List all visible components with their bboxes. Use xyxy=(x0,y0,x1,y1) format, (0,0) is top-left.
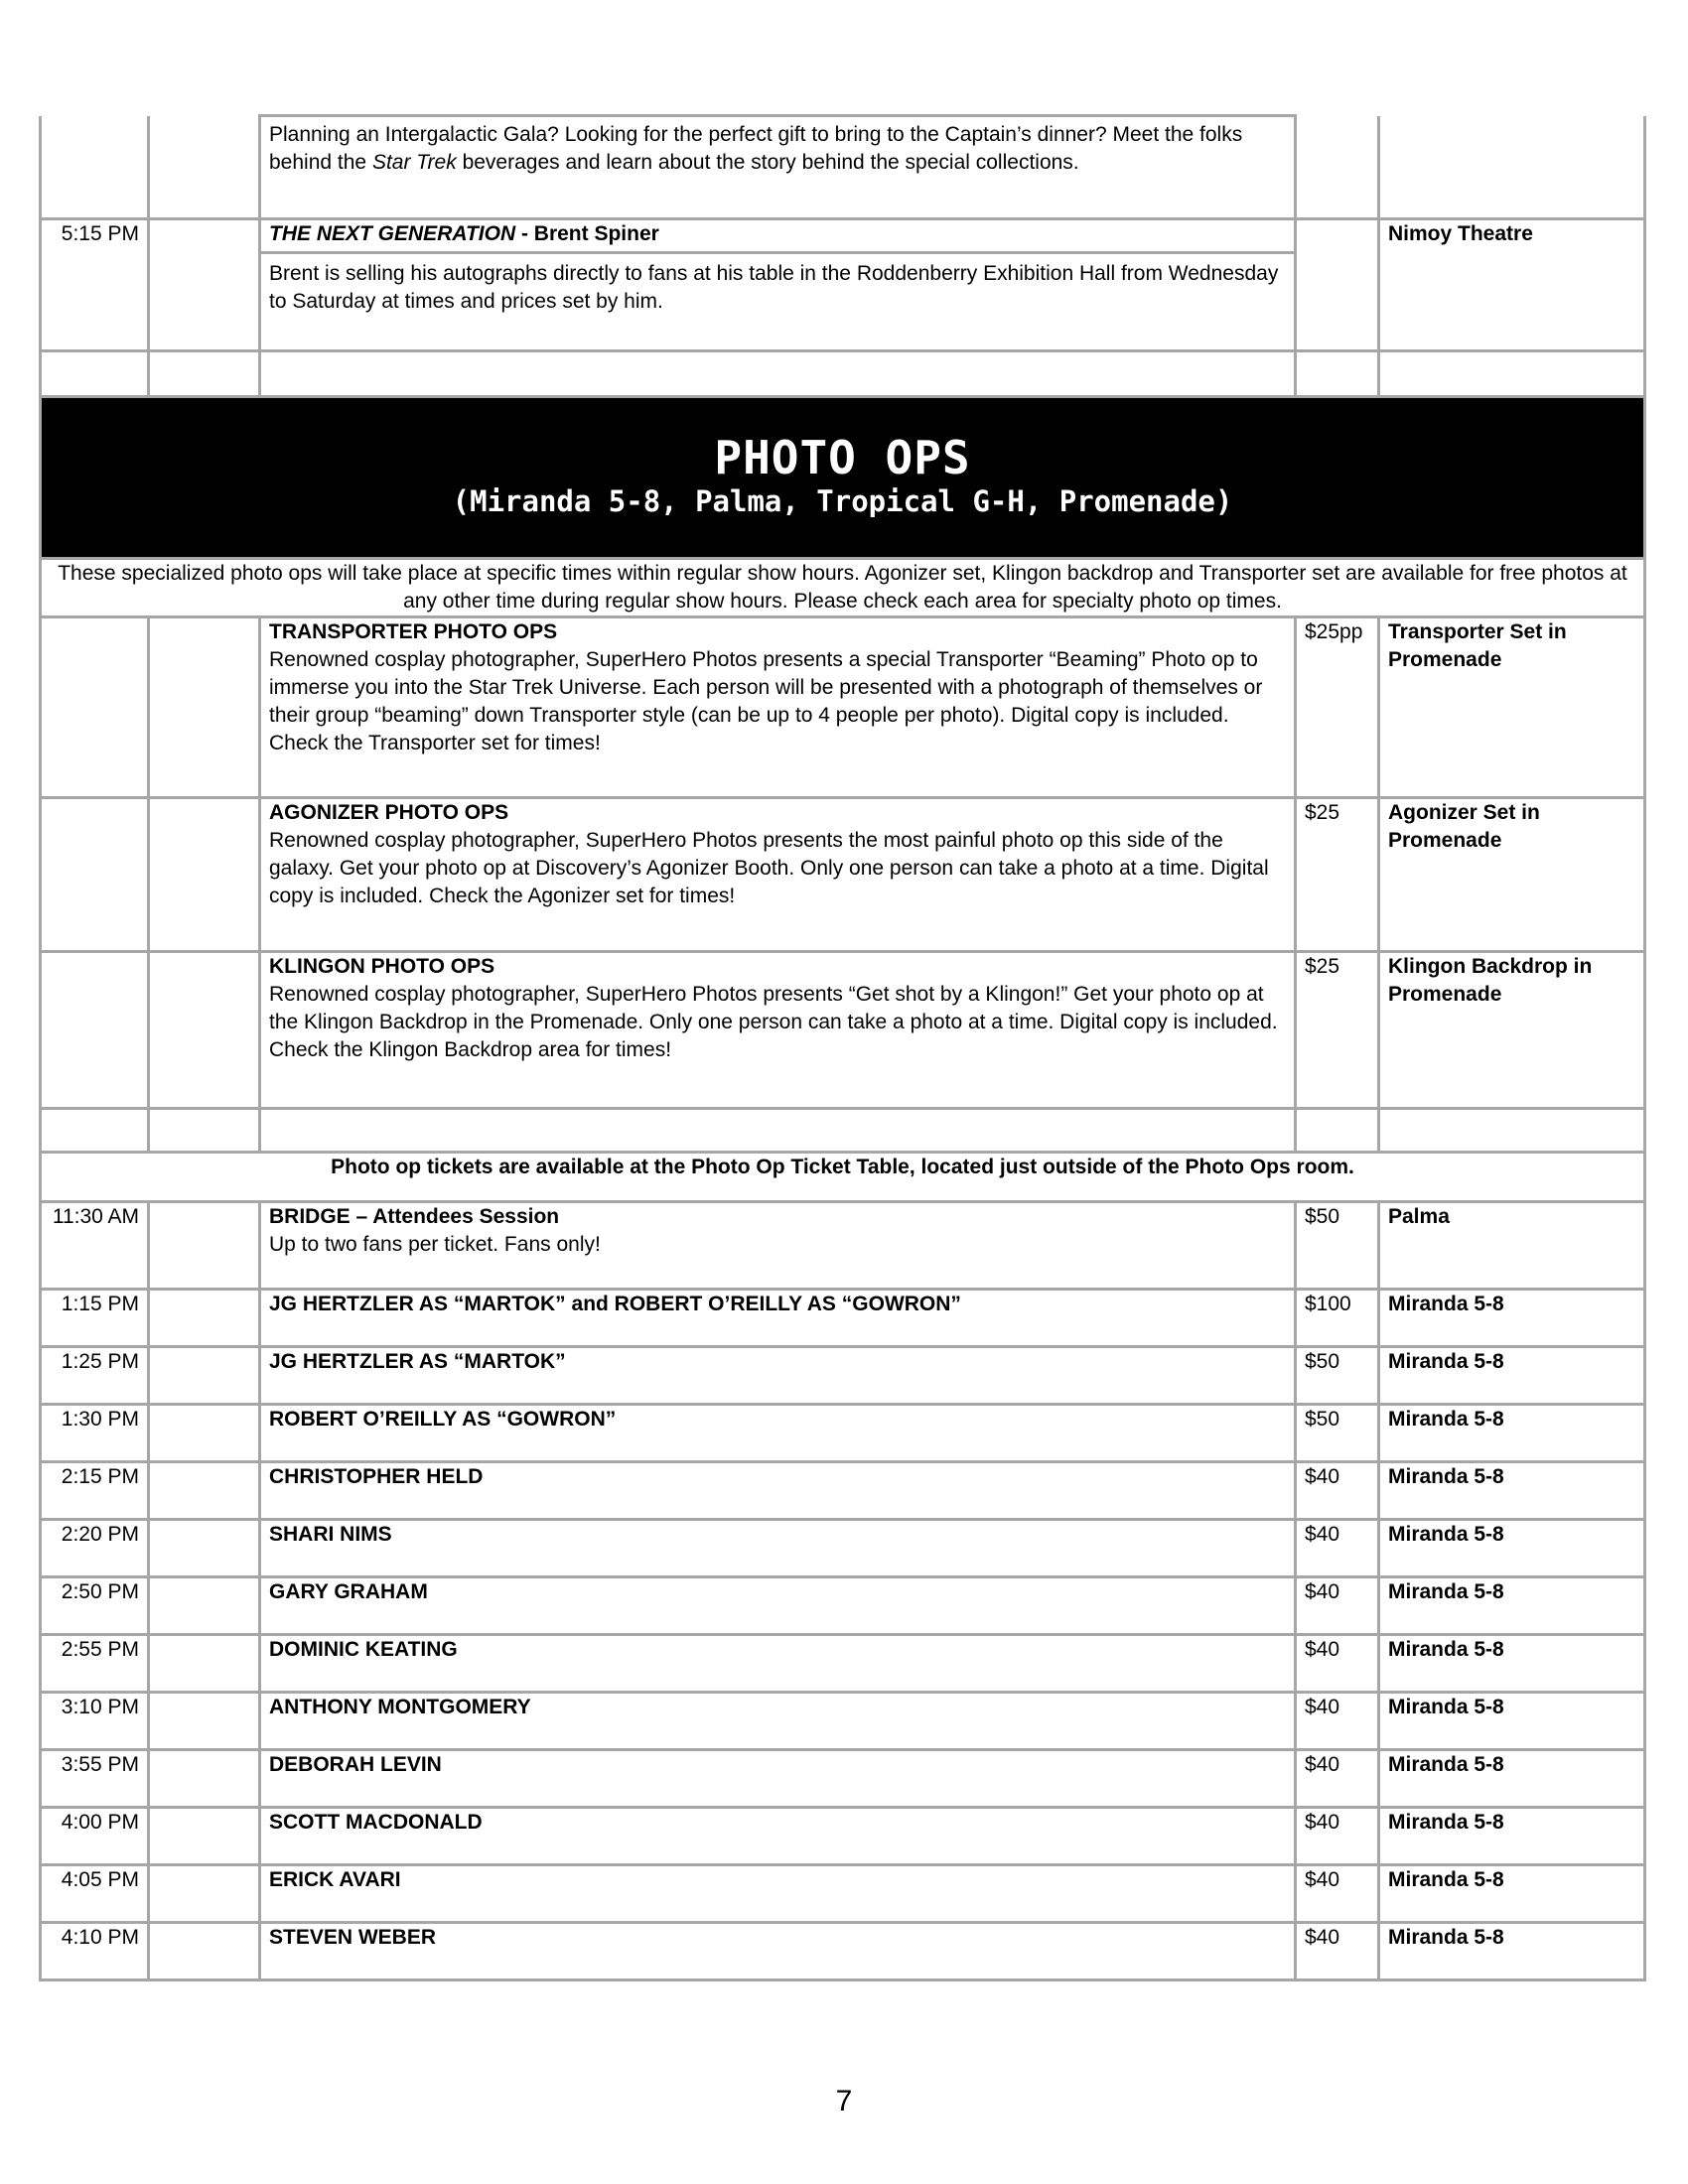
time-cell xyxy=(41,798,149,952)
description-cell xyxy=(260,1202,1296,1290)
session-location: Miranda 5-8 xyxy=(1379,1290,1645,1347)
session-title: ANTHONY MONTGOMERY xyxy=(260,1693,1296,1750)
session-price: $50 xyxy=(1296,1347,1379,1405)
session-time: 5:15 PM xyxy=(41,219,149,351)
photo-ops-banner-row xyxy=(41,397,1645,559)
session-location: Miranda 5-8 xyxy=(1379,1577,1645,1635)
session-location: Transporter Set in Promenade xyxy=(1379,617,1645,798)
session-location: Miranda 5-8 xyxy=(1379,1520,1645,1577)
specialty-title: AGONIZER PHOTO OPS xyxy=(269,801,509,824)
beverages-desc-2: beverages and learn about the story behind the special collections. xyxy=(456,151,1079,174)
blank-cell xyxy=(149,1109,260,1153)
blank-cell xyxy=(41,1109,149,1153)
blank-cell xyxy=(149,116,260,219)
description-cell xyxy=(260,952,1296,1109)
session-row xyxy=(41,1750,1645,1808)
session-title: CHRISTOPHER HELD xyxy=(260,1462,1296,1520)
price-cell xyxy=(1296,116,1379,219)
session-price: $40 xyxy=(1296,1462,1379,1520)
session-row xyxy=(41,1635,1645,1693)
session-location: Palma xyxy=(1379,1202,1645,1290)
session-time: 4:10 PM xyxy=(41,1923,149,1980)
session-row xyxy=(41,1808,1645,1865)
session-time: 11:30 AM xyxy=(41,1202,149,1290)
session-title: SHARI NIMS xyxy=(260,1520,1296,1577)
session-row xyxy=(41,1693,1645,1750)
session-price: $40 xyxy=(1296,1577,1379,1635)
blank-cell xyxy=(1379,1109,1645,1153)
session-row xyxy=(41,1347,1645,1405)
time-cell xyxy=(41,617,149,798)
session-row xyxy=(41,1462,1645,1520)
description-cell xyxy=(260,116,1296,219)
blank-cell xyxy=(149,1202,260,1290)
session-price: $100 xyxy=(1296,1290,1379,1347)
bridge-row xyxy=(41,1202,1645,1290)
session-price: $25pp xyxy=(1296,617,1379,798)
session-title: GARY GRAHAM xyxy=(260,1577,1296,1635)
session-title: SCOTT MACDONALD xyxy=(260,1808,1296,1865)
session-location: Miranda 5-8 xyxy=(1379,1865,1645,1923)
intro-row xyxy=(41,559,1645,617)
session-location: Miranda 5-8 xyxy=(1379,1462,1645,1520)
session-title: STEVEN WEBER xyxy=(260,1923,1296,1980)
session-title: ERICK AVARI xyxy=(260,1865,1296,1923)
session-price: $25 xyxy=(1296,952,1379,1109)
session-price: $40 xyxy=(1296,1750,1379,1808)
specialty-desc: Renowned cosplay photographer, SuperHero Photos presents the most painful photo op this side of the galaxy. Get your photo op at Discovery’s Agonizer Booth. Only one person can take a photo at a time. Digital copy is included. Check the Agonizer set for times! xyxy=(269,829,1269,907)
blank-cell xyxy=(149,1520,260,1577)
session-location: Nimoy Theatre xyxy=(1379,219,1645,351)
session-title: JG HERTZLER AS “MARTOK” and ROBERT O’REILLY AS “GOWRON” xyxy=(260,1290,1296,1347)
session-price: $40 xyxy=(1296,1923,1379,1980)
session-time: 1:30 PM xyxy=(41,1405,149,1462)
blank-cell xyxy=(149,1405,260,1462)
session-row xyxy=(41,1405,1645,1462)
session-location: Miranda 5-8 xyxy=(1379,1635,1645,1693)
session-price: $25 xyxy=(1296,798,1379,952)
blank-cell xyxy=(149,1635,260,1693)
session-title: DEBORAH LEVIN xyxy=(260,1750,1296,1808)
blank-cell xyxy=(149,1693,260,1750)
blank-cell xyxy=(149,1347,260,1405)
session-price: $50 xyxy=(1296,1405,1379,1462)
tickets-row xyxy=(41,1153,1645,1202)
time-cell xyxy=(41,952,149,1109)
specialty-row xyxy=(41,952,1645,1109)
blank-cell xyxy=(149,1462,260,1520)
session-time: 4:05 PM xyxy=(41,1865,149,1923)
specialty-desc: Renowned cosplay photographer, SuperHero Photos presents “Get shot by a Klingon!” Get your photo op at the Klingon Backdrop in the Promenade. Only one person can take a photo at a time. Digital copy is included. Check the Klingon Backdrop area for times! xyxy=(269,983,1278,1061)
blank-cell xyxy=(149,1577,260,1635)
session-row xyxy=(41,1290,1645,1347)
description-cell xyxy=(260,798,1296,952)
specialty-row xyxy=(41,617,1645,798)
beverages-desc-em: Star Trek xyxy=(371,151,457,174)
beverages-desc-1: Planning an Intergalactic Gala? Looking for the perfect gift to bring to the Captain’s dinner? Meet the folks behind the xyxy=(269,123,1243,174)
blank-cell xyxy=(1296,1109,1379,1153)
session-price: $40 xyxy=(1296,1808,1379,1865)
banner-subtitle: (Miranda 5-8, Palma, Tropical G-H, Promenade) xyxy=(452,484,1233,518)
blank-cell xyxy=(149,219,260,351)
session-location: Miranda 5-8 xyxy=(1379,1923,1645,1980)
blank-cell xyxy=(149,617,260,798)
spiner-row xyxy=(41,219,1645,351)
blank-cell xyxy=(149,1923,260,1980)
session-price: $50 xyxy=(1296,1202,1379,1290)
session-row xyxy=(41,1865,1645,1923)
spiner-desc: Brent is selling his autographs directly to fans at his table in the Roddenberry Exhibition Hall from Wednesday to Saturday at times and prices set by him. xyxy=(261,251,1294,316)
session-time: 3:55 PM xyxy=(41,1750,149,1808)
session-time: 2:50 PM xyxy=(41,1577,149,1635)
session-location: Miranda 5-8 xyxy=(1379,1347,1645,1405)
specialty-title: TRANSPORTER PHOTO OPS xyxy=(269,620,558,643)
time-cell xyxy=(41,116,149,219)
session-time: 1:25 PM xyxy=(41,1347,149,1405)
beverages-row xyxy=(41,116,1645,219)
session-price: $40 xyxy=(1296,1693,1379,1750)
blank-cell xyxy=(149,1290,260,1347)
session-time: 4:00 PM xyxy=(41,1808,149,1865)
session-time: 1:15 PM xyxy=(41,1290,149,1347)
session-row xyxy=(41,1577,1645,1635)
session-location: Miranda 5-8 xyxy=(1379,1405,1645,1462)
session-title: ROBERT O’REILLY AS “GOWRON” xyxy=(260,1405,1296,1462)
spiner-show: THE NEXT GENERATION xyxy=(269,222,516,245)
photo-ops-banner xyxy=(41,397,1645,559)
session-row xyxy=(41,1923,1645,1980)
schedule-table xyxy=(39,114,1646,1981)
blank-cell xyxy=(149,1750,260,1808)
price-cell xyxy=(1296,219,1379,351)
spacer-row xyxy=(41,1109,1645,1153)
specialty-desc: Renowned cosplay photographer, SuperHero Photos presents a special Transporter “Beaming” Photo op to immerse you into the Star Trek Universe. Each person will be presented with a photograph of themselves or their group “beaming” down Transporter style (can be up to 4 people per photo). Digital copy is included. Check the Transporter set for times! xyxy=(269,648,1263,754)
blank-cell xyxy=(260,1109,1296,1153)
description-cell xyxy=(260,219,1296,351)
page-number: 7 xyxy=(835,2085,853,2117)
session-time: 2:15 PM xyxy=(41,1462,149,1520)
session-title: DOMINIC KEATING xyxy=(260,1635,1296,1693)
location-cell xyxy=(1379,116,1645,219)
spiner-name: - Brent Spiner xyxy=(515,222,659,245)
spacer-row xyxy=(41,351,1645,397)
specialty-row xyxy=(41,798,1645,952)
description-cell xyxy=(260,617,1296,798)
session-location: Agonizer Set in Promenade xyxy=(1379,798,1645,952)
tickets-note: Photo op tickets are available at the Photo Op Ticket Table, located just outside of the Photo Ops room. xyxy=(41,1153,1645,1202)
session-location: Klingon Backdrop in Promenade xyxy=(1379,952,1645,1109)
session-price: $40 xyxy=(1296,1865,1379,1923)
blank-cell xyxy=(149,1808,260,1865)
session-price: $40 xyxy=(1296,1635,1379,1693)
session-title: JG HERTZLER AS “MARTOK” xyxy=(260,1347,1296,1405)
blank-cell xyxy=(149,1865,260,1923)
specialty-title: KLINGON PHOTO OPS xyxy=(269,955,495,978)
session-location: Miranda 5-8 xyxy=(1379,1808,1645,1865)
banner-title: PHOTO OPS xyxy=(714,431,971,484)
session-location: Miranda 5-8 xyxy=(1379,1750,1645,1808)
intro-text: These specialized photo ops will take place at specific times within regular show hours. Agonizer set, Klingon backdrop and Transporter set are available for free photos at any other time during regular show hours. Please check each area for specialty photo op times. xyxy=(41,559,1645,617)
session-time: 2:20 PM xyxy=(41,1520,149,1577)
session-desc: Up to two fans per ticket. Fans only! xyxy=(269,1233,601,1256)
session-location: Miranda 5-8 xyxy=(1379,1693,1645,1750)
session-row xyxy=(41,1520,1645,1577)
blank-cell xyxy=(149,798,260,952)
session-price: $40 xyxy=(1296,1520,1379,1577)
session-time: 2:55 PM xyxy=(41,1635,149,1693)
session-title: BRIDGE – Attendees Session xyxy=(269,1205,560,1228)
blank-cell xyxy=(149,952,260,1109)
session-time: 3:10 PM xyxy=(41,1693,149,1750)
